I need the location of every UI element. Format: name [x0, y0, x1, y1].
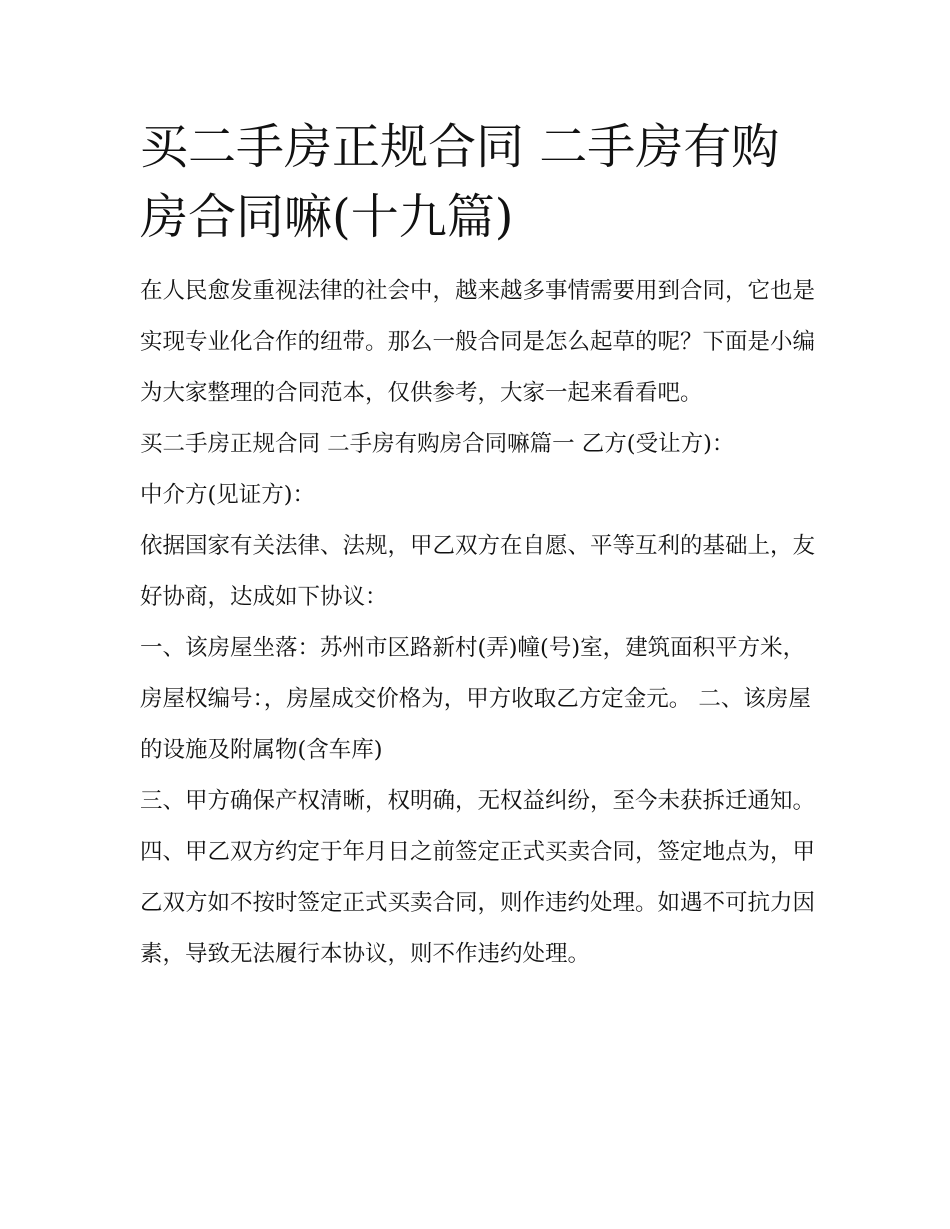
document-title: 买二手房正规合同 二手房有购房合同嘛(十九篇): [140, 119, 780, 245]
paragraph-section-one-heading: 买二手房正规合同 二手房有购房合同嘛篇一 乙方(受让方)：: [140, 431, 735, 457]
document-page: [140, 112, 820, 980]
paragraph-clause-three: 三、甲方确保产权清晰，权明确，无权益纠纷，至今未获拆迁通知。: [140, 788, 816, 814]
paragraph-clause-one: 一、该房屋坐落：苏州市区路新村(弄)幢(号)室，建筑面积平方米，房屋权编号：，房屋成交价格为，甲方收取乙方定金元。 二、该房屋的设施及附属物(含车库): [140, 635, 811, 763]
paragraph-intro: 在人民愈发重视法律的社会中，越来越多事情需要用到合同，它也是实现专业化合作的纽带。那么一般合同是怎么起草的呢？下面是小编为大家整理的合同范本，仅供参考，大家一起来看看吧。: [140, 278, 816, 406]
paragraph-legal-basis: 依据国家有关法律、法规，甲乙双方在自愿、平等互利的基础上，友好协商，达成如下协议：: [140, 533, 816, 610]
paragraph-clause-four: 四、甲乙双方约定于年月日之前签定正式买卖合同，签定地点为，甲乙双方如不按时签定正式买卖合同，则作违约处理。如遇不可抗力因素，导致无法履行本协议，则不作违约处理。: [140, 839, 816, 967]
paragraph-intermediary: 中介方(见证方)：: [140, 482, 316, 508]
